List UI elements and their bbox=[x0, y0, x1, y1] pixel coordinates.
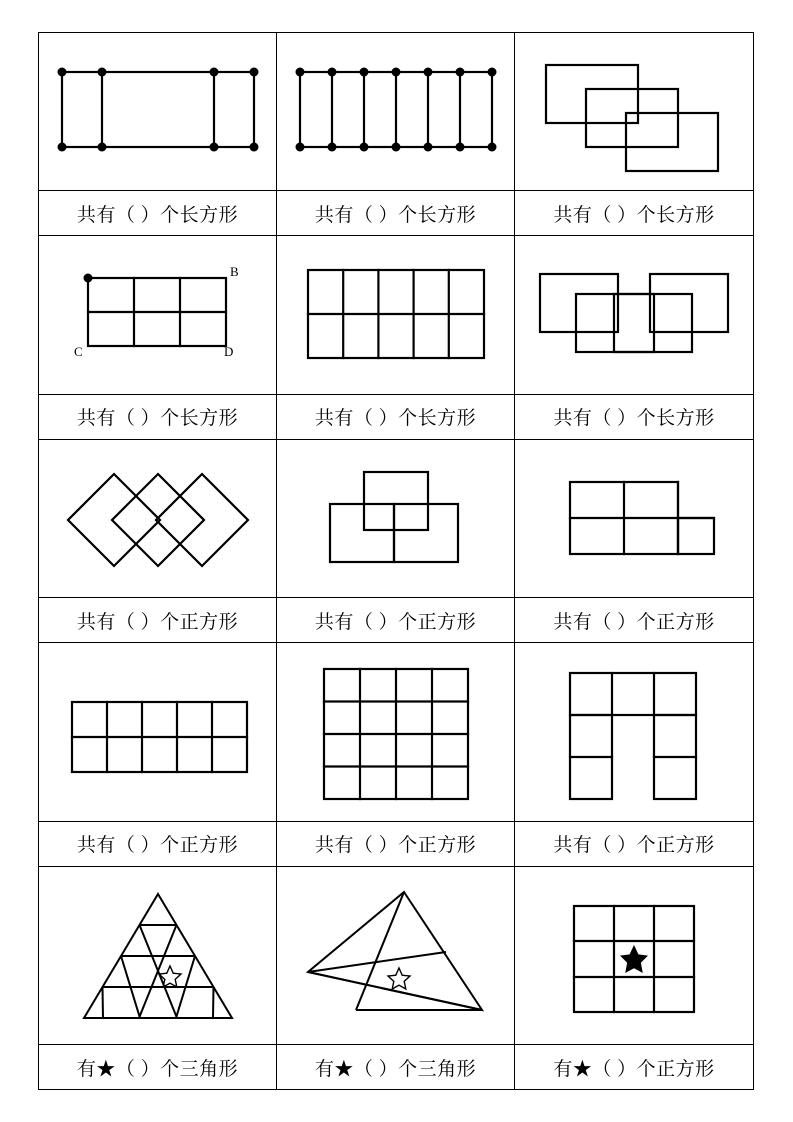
rectangle-3-cells-with-dots-figure bbox=[48, 47, 268, 177]
two-squares-overlap-figure bbox=[524, 250, 744, 380]
caption-cell-2-3 bbox=[515, 395, 753, 439]
L-shape-square-grid-figure bbox=[524, 454, 744, 584]
worksheet-sheet bbox=[38, 32, 754, 1090]
caption-row-3 bbox=[39, 598, 753, 643]
caption-cell-3-1 bbox=[39, 598, 277, 642]
caption-row-1 bbox=[39, 191, 753, 236]
caption-text: 共有（ ）个长方形 bbox=[553, 408, 715, 430]
figure-cell-4-2 bbox=[277, 643, 515, 820]
figure-row-1 bbox=[39, 33, 753, 191]
figure-cell-4-3 bbox=[515, 643, 753, 820]
grid-3x2-labeled-figure bbox=[48, 250, 268, 380]
grid-5x2-squares-figure bbox=[48, 657, 268, 807]
caption-text: 共有（ ）个长方形 bbox=[76, 408, 239, 430]
grid-4x4-squares-figure bbox=[286, 657, 506, 807]
caption-text: 共有（ ）个长方形 bbox=[314, 204, 477, 226]
figure-cell-3-2 bbox=[277, 440, 515, 597]
three-overlapping-rectangles-diagonal-figure bbox=[524, 47, 744, 177]
three-overlapping-diamonds-figure bbox=[48, 454, 268, 584]
vertex-label-C: C bbox=[73, 344, 83, 360]
figure-cell-2-3 bbox=[515, 236, 753, 393]
three-overlapping-squares-staircase-figure bbox=[286, 454, 506, 584]
worksheet-row-3 bbox=[39, 440, 753, 643]
worksheet-row-5 bbox=[39, 867, 753, 1089]
caption-text: 共有（ ）个长方形 bbox=[76, 204, 239, 226]
caption-row-2 bbox=[39, 395, 753, 440]
caption-row-5 bbox=[39, 1045, 753, 1089]
figure-cell-3-1 bbox=[39, 440, 277, 597]
figure-cell-3-3 bbox=[515, 440, 753, 597]
caption-cell-1-3 bbox=[515, 191, 753, 235]
U-shape-square-grid-figure bbox=[524, 657, 744, 807]
caption-text: 有★（ ）个正方形 bbox=[553, 1058, 715, 1080]
figure-row-4 bbox=[39, 643, 753, 821]
figure-row-5 bbox=[39, 867, 753, 1045]
caption-cell-1-2 bbox=[277, 191, 515, 235]
caption-cell-3-3 bbox=[515, 598, 753, 642]
caption-row-4 bbox=[39, 822, 753, 867]
figure-row-3 bbox=[39, 440, 753, 598]
caption-cell-2-2 bbox=[277, 395, 515, 439]
figure-cell-5-1 bbox=[39, 867, 277, 1044]
caption-cell-1-1 bbox=[39, 191, 277, 235]
figure-cell-1-2 bbox=[277, 33, 515, 190]
caption-text: 有★（ ）个三角形 bbox=[76, 1058, 239, 1080]
caption-text: 共有（ ）个正方形 bbox=[76, 611, 239, 633]
figure-cell-4-1 bbox=[39, 643, 277, 820]
worksheet-row-4 bbox=[39, 643, 753, 866]
caption-text: 共有（ ）个正方形 bbox=[553, 611, 715, 633]
figure-cell-2-1 bbox=[39, 236, 277, 393]
figure-cell-5-3 bbox=[515, 867, 753, 1044]
caption-text: 共有（ ）个长方形 bbox=[553, 204, 715, 226]
figure-cell-1-3 bbox=[515, 33, 753, 190]
vertex-label-D: D bbox=[223, 344, 233, 360]
caption-text: 共有（ ）个正方形 bbox=[314, 611, 477, 633]
caption-cell-5-3 bbox=[515, 1045, 753, 1089]
caption-text: 共有（ ）个正方形 bbox=[314, 835, 477, 857]
caption-cell-3-2 bbox=[277, 598, 515, 642]
rectangle-6-cells-with-dots-figure bbox=[286, 47, 506, 177]
worksheet-row-2 bbox=[39, 236, 753, 439]
triangle-with-cevians-and-star-figure bbox=[286, 880, 506, 1030]
caption-cell-4-2 bbox=[277, 822, 515, 866]
caption-cell-2-1 bbox=[39, 395, 277, 439]
caption-text: 共有（ ）个正方形 bbox=[76, 835, 239, 857]
grid-3x3-with-filled-star-figure bbox=[524, 880, 744, 1030]
figure-cell-1-1 bbox=[39, 33, 277, 190]
figure-cell-5-2 bbox=[277, 867, 515, 1044]
caption-text: 有★（ ）个三角形 bbox=[314, 1058, 477, 1080]
caption-cell-4-1 bbox=[39, 822, 277, 866]
vertex-label-B: B bbox=[229, 264, 239, 280]
caption-text: 共有（ ）个正方形 bbox=[553, 835, 715, 857]
worksheet-row-1 bbox=[39, 33, 753, 236]
caption-cell-4-3 bbox=[515, 822, 753, 866]
big-triangle-subdivided-with-star-figure bbox=[48, 880, 268, 1030]
figure-cell-2-2 bbox=[277, 236, 515, 393]
caption-cell-5-2 bbox=[277, 1045, 515, 1089]
caption-cell-5-1 bbox=[39, 1045, 277, 1089]
grid-5x2-figure bbox=[286, 250, 506, 380]
caption-text: 共有（ ）个长方形 bbox=[314, 408, 477, 430]
figure-row-2 bbox=[39, 236, 753, 394]
